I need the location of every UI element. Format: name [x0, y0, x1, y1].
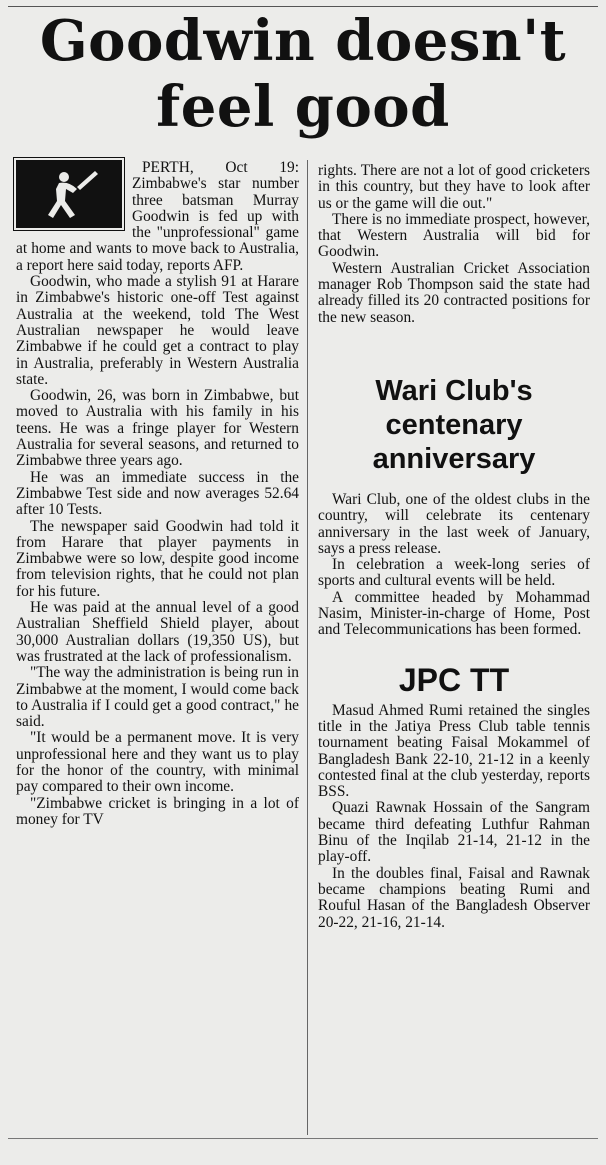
main-paragraph: Goodwin, 26, was born in Zimbabwe, but moved to Australia with his family in his teens. He was a fringe player for Western Australia for several seasons, and returned to Zimbabwe three years ago.	[16, 387, 299, 470]
jpc-paragraph: In the doubles final, Faisal and Rawnak became champions beating Rumi and Rouful Hasan of the Bangladesh Observer 20-22, 21-16, 21-14.	[318, 864, 590, 931]
main-paragraph: "It would be a permanent move. It is very unprofessional here and they want us to play for the honor of the country, with minimal pay compared to their own income.	[16, 729, 299, 796]
wari-paragraph: A committee headed by Mohammad Nasim, Minister-in-charge of Home, Post and Telecommunications has been formed.	[318, 588, 590, 639]
main-paragraph: PERTH, Oct 19: Zimbabwe's star number three batsman Murray Goodwin is fed up with the "unprofessional" game at home and wants to move back to Australia, a report here said today, reports AFP.	[16, 159, 299, 274]
top-rule	[8, 0, 598, 7]
jpc-tt-headline: JPC TT	[398, 661, 510, 698]
column-divider	[307, 160, 308, 1135]
main-paragraph: "Zimbabwe cricket is bringing in a lot of money for TV	[16, 794, 299, 828]
wari-paragraph: In celebration a week-long series of sports and cultural events will be held.	[318, 556, 590, 590]
jpc-paragraph: Quazi Rawnak Hossain of the Sangram became third defeating Luthfur Rahman Binu of the Inqilab 21-14, 21-12 in the play-off.	[318, 799, 590, 866]
bottom-rule	[8, 1138, 598, 1139]
main-paragraph: Goodwin, who made a stylish 91 at Harare in Zimbabwe's historic one-off Test against Australia at the weekend, told The West Australian newspaper he would leave Zimbabwe if he could get a contract to play in Australia, preferably in Western Australia state.	[16, 273, 299, 388]
headline: Goodwin doesn't feel good	[39, 8, 567, 140]
jpc-paragraph: Masud Ahmed Rumi retained the singles title in the Jatiya Press Club table tennis tournament beating Faisal Mokammel of Bangladesh Bank 22-10, 21-12 in a keenly contested final at the club yesterday, reports BSS.	[318, 701, 590, 801]
main-paragraph: He was paid at the annual level of a good Australian Sheffield Shield player, about 30,000 Australian dollars (19,350 US), but was frustrated at the lack of professionalism.	[16, 599, 299, 665]
right-column	[318, 163, 590, 931]
continued-paragraph: rights. There are not a lot of good cricketers in this country, but they have to look after us or the game will die out."	[318, 162, 590, 212]
continued-paragraph: Western Australian Cricket Association manager Rob Thompson said the state had already filled its 20 contracted positions for the new season.	[318, 259, 590, 326]
continued-paragraph: There is no immediate prospect, however, that Western Australia will bid for Goodwin.	[318, 210, 590, 261]
main-paragraph: He was an immediate success in the Zimbabwe Test side and now averages 52.64 after 10 Tests.	[16, 468, 299, 519]
wari-paragraph: Wari Club, one of the oldest clubs in the country, will celebrate its centenary anniversary in the last week of January, says a press release.	[318, 490, 590, 557]
main-paragraph: "The way the administration is being run in Zimbabwe at the moment, I would come back to Australia if I could get a good contract," he said.	[16, 664, 299, 731]
main-paragraph: The newspaper said Goodwin had told it from Harare that player payments in Zimbabwe were so low, despite good income from television rights, that he could not plan for his future.	[16, 517, 299, 600]
main-article-column	[16, 160, 299, 828]
wari-club-headline: Wari Club's centenary anniversary	[372, 374, 536, 475]
cricketer-silhouette-icon	[16, 160, 122, 228]
